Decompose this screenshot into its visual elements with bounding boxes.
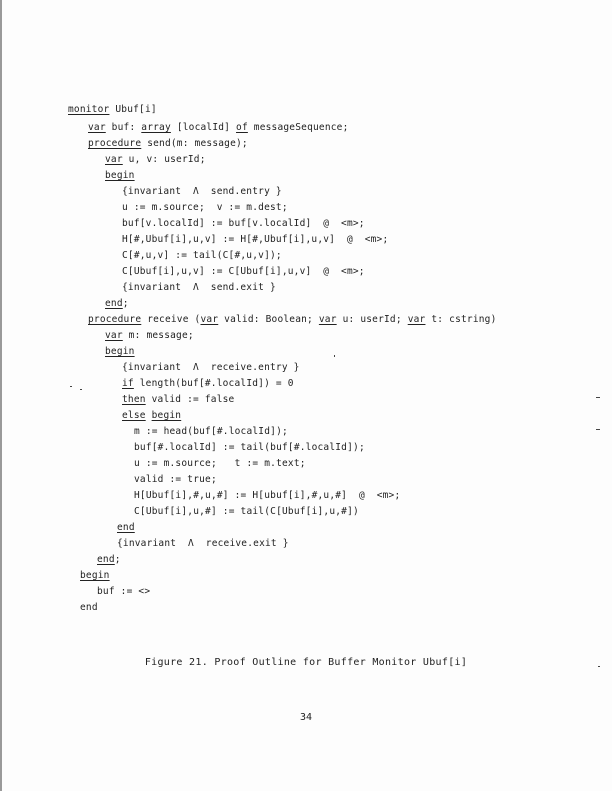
keyword: var [105, 330, 123, 341]
keyword: array [141, 122, 171, 133]
code-line: {invariant Λ send.exit } [122, 282, 276, 293]
keyword: else [122, 410, 146, 421]
code-line-var-buf: var buf: array [localId] of messageSequence; [88, 122, 349, 133]
code-line: C[Ubuf[i],u,#] := tail(C[Ubuf[i],u,#]) [134, 506, 359, 517]
code-line-begin [105, 346, 135, 358]
keyword: var [105, 154, 123, 165]
code-line: u := m.source; v := m.dest; [122, 202, 288, 213]
code-line-begin [80, 570, 110, 582]
keyword: then [122, 394, 146, 405]
scan-speck [80, 389, 82, 390]
code-line: valid := true; [134, 474, 217, 485]
keyword: var [200, 314, 219, 325]
code-line: C[#,u,v] := tail(C[#,u,v]); [122, 250, 282, 261]
code-line: {invariant Λ receive.exit } [117, 538, 289, 549]
keyword: var [88, 122, 106, 133]
keyword: if [122, 378, 134, 389]
keyword: procedure [88, 138, 142, 149]
scan-speck [596, 429, 600, 430]
keyword: end [117, 522, 135, 533]
keyword: monitor [68, 104, 110, 115]
scan-speck [596, 397, 600, 398]
keyword: var [407, 314, 426, 325]
code-line: m := head(buf[#.localId]); [134, 426, 288, 437]
code-line-then: then valid := false [122, 394, 235, 405]
code-line: {invariant Λ receive.entry } [122, 362, 300, 373]
code-line-var-uv: var u, v: userId; [105, 154, 206, 165]
code-line: H[#,Ubuf[i],u,v] := H[#,Ubuf[i],u,v] @ <m>; [122, 234, 389, 245]
code-line: buf := <> [97, 586, 151, 597]
code-line-end: end [80, 602, 98, 613]
keyword: procedure [88, 314, 142, 325]
figure-caption: Figure 21. Proof Outline for Buffer Monitor Ubuf[i] [144, 657, 468, 668]
code-line-var-m: var m: message; [105, 330, 194, 341]
code-line: buf[v.localId] := buf[v.localId] @ <m>; [122, 218, 365, 229]
code-line: buf[#.localId] := tail(buf[#.localId]); [134, 442, 365, 453]
code-line-monitor: monitor Ubuf[i] [68, 104, 157, 115]
keyword: end [97, 554, 115, 565]
keyword: end [105, 298, 123, 309]
code-line: u := m.source; t := m.text; [134, 458, 306, 469]
page-number: 34 [299, 712, 313, 723]
scan-speck [334, 355, 335, 357]
code-line-procedure-receive: procedure receive (var valid: Boolean; var u: userId; var t: cstring) [88, 314, 497, 325]
keyword: begin [80, 570, 110, 581]
code-line: {invariant Λ send.entry } [122, 186, 282, 197]
keyword: begin [151, 410, 182, 421]
code-line-end: end; [97, 554, 121, 565]
code-line-procedure-send: procedure send(m: message); [88, 138, 248, 149]
code-line-else-begin [122, 410, 181, 422]
scan-speck [598, 666, 600, 667]
code-line-end [117, 522, 135, 534]
keyword: of [236, 122, 248, 133]
code-line-end: end; [105, 298, 129, 309]
scan-speck [70, 386, 72, 387]
scan-edge [0, 0, 2, 791]
keyword: begin [105, 346, 135, 357]
code-line: H[Ubuf[i],#,u,#] := H[ubuf[i],#,u,#] @ <m>; [134, 490, 401, 501]
keyword: begin [105, 170, 135, 181]
keyword: var [318, 314, 337, 325]
code-line-begin [105, 170, 135, 182]
code-line: C[Ubuf[i],u,v] := C[Ubuf[i],u,v] @ <m>; [122, 266, 365, 277]
code-line-if: if length(buf[#.localId]) = 0 [122, 378, 294, 389]
